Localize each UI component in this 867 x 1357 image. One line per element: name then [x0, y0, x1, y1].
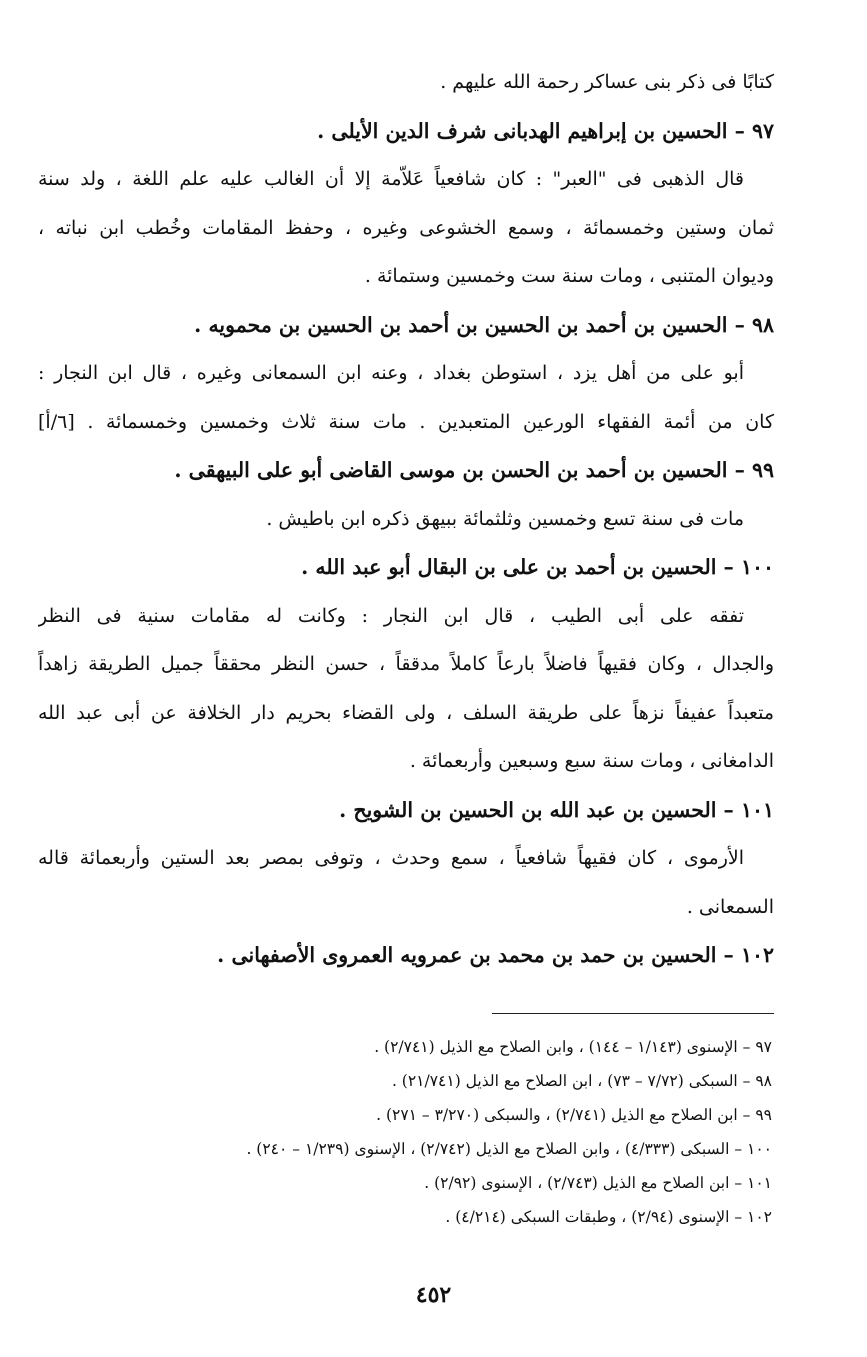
footnote: ١٠٢ – الإسنوى (٢/٩٤) ، وطبقات السبكى (٤/٢١٤) .: [445, 1208, 772, 1226]
entry-heading-101: ١٠١ – الحسين بن عبد الله بن الحسين بن الشويح .: [339, 797, 774, 822]
entry-heading-98: ٩٨ – الحسين بن أحمد بن الحسين بن أحمد بن الحسين بن محمويه .: [194, 312, 774, 337]
text-line: والجدال ، وكان فقيهاً فاضلاً بارعاً كاملاً مدققاً ، حسن النظر محققاً جميل الطريقة زاهداً: [38, 653, 774, 675]
text-line: الأرموى ، كان فقيهاً شافعياً ، سمع وحدث ، وتوفى بمصر بعد الستين وأربعمائة قاله: [38, 847, 744, 869]
footnote: ٩٧ – الإسنوى (١/١٤٣ – ١٤٤) ، وابن الصلاح مع الذيل (٢/٧٤١) .: [374, 1038, 772, 1056]
footnote: ٩٨ – السبكى (٧/٧٢ – ٧٣) ، ابن الصلاح مع الذيل (٢١/٧٤١) .: [391, 1072, 772, 1090]
text-line: الدامغانى ، ومات سنة سبع وسبعين وأربعمائة .: [409, 750, 774, 772]
text-line: السمعانى .: [686, 895, 774, 918]
footnote: ١٠٠ – السبكى (٤/٣٣٣) ، وابن الصلاح مع الذيل (٢/٧٤٢) ، الإسنوى (١/٢٣٩ – ٢٤٠) .: [246, 1140, 772, 1158]
text-line: ثمان وستين وخمسمائة ، وسمع الخشوعى وغيره ، وحفظ المقامات وخُطب ابن نباته ،: [38, 216, 774, 239]
text-line: وديوان المتنبى ، ومات سنة ست وخمسين وستمائة .: [364, 265, 774, 287]
entry-heading-100: ١٠٠ – الحسين بن أحمد بن على بن البقال أبو عبد الله .: [301, 555, 774, 579]
footnote-divider: [492, 1013, 774, 1014]
text-line: قال الذهبى فى "العبر" : كان شافعياً عَلاّمة إلا أن الغالب عليه علم اللغة ، ولد سنة: [38, 168, 744, 190]
main-text: [38, 58, 774, 980]
footnote: ٩٩ – ابن الصلاح مع الذيل (٢/٧٤١) ، والسبكى (٣/٢٧٠ – ٢٧١) .: [376, 1106, 772, 1124]
entry-heading-97: ٩٧ – الحسين بن إبراهيم الهدبانى شرف الدين الأيلى .: [317, 118, 774, 143]
text-line: متعبداً عفيفاً نزهاً على طريقة السلف ، ولى القضاء بحريم دار الخلافة عن أبى عبد الله: [38, 701, 774, 724]
entry-heading-99: ٩٩ – الحسين بن أحمد بن الحسن بن موسى القاضى أبو على البيهقى .: [174, 458, 774, 482]
page-number: ٤٥٢: [415, 1282, 452, 1308]
entry-heading-102: ١٠٢ – الحسين بن حمد بن محمد بن عمرويه العمروى الأصفهانى .: [217, 943, 774, 967]
text-line: تفقه على أبى الطيب ، قال ابن النجار : وكانت له مقامات سنية فى النظر: [38, 604, 744, 627]
text-line: كان من أئمة الفقهاء الورعين المتعبدين . مات سنة ثلاث وخمسين وخمسمائة . [٦/أ]: [38, 410, 774, 433]
footnotes: [38, 1030, 772, 1234]
footnote: ١٠١ – ابن الصلاح مع الذيل (٢/٧٤٣) ، الإسنوى (٢/٩٢) .: [424, 1174, 772, 1192]
text-line: أبو على من أهل يزد ، استوطن بغداد ، وعنه ابن السمعانى وغيره ، قال ابن النجار :: [38, 362, 744, 384]
text-line: مات فى سنة تسع وخمسين وثلثمائة ببيهق ذكره ابن باطيش .: [266, 507, 744, 530]
text-line: كتابًا فى ذكر بنى عساكر رحمة الله عليهم .: [440, 71, 774, 93]
